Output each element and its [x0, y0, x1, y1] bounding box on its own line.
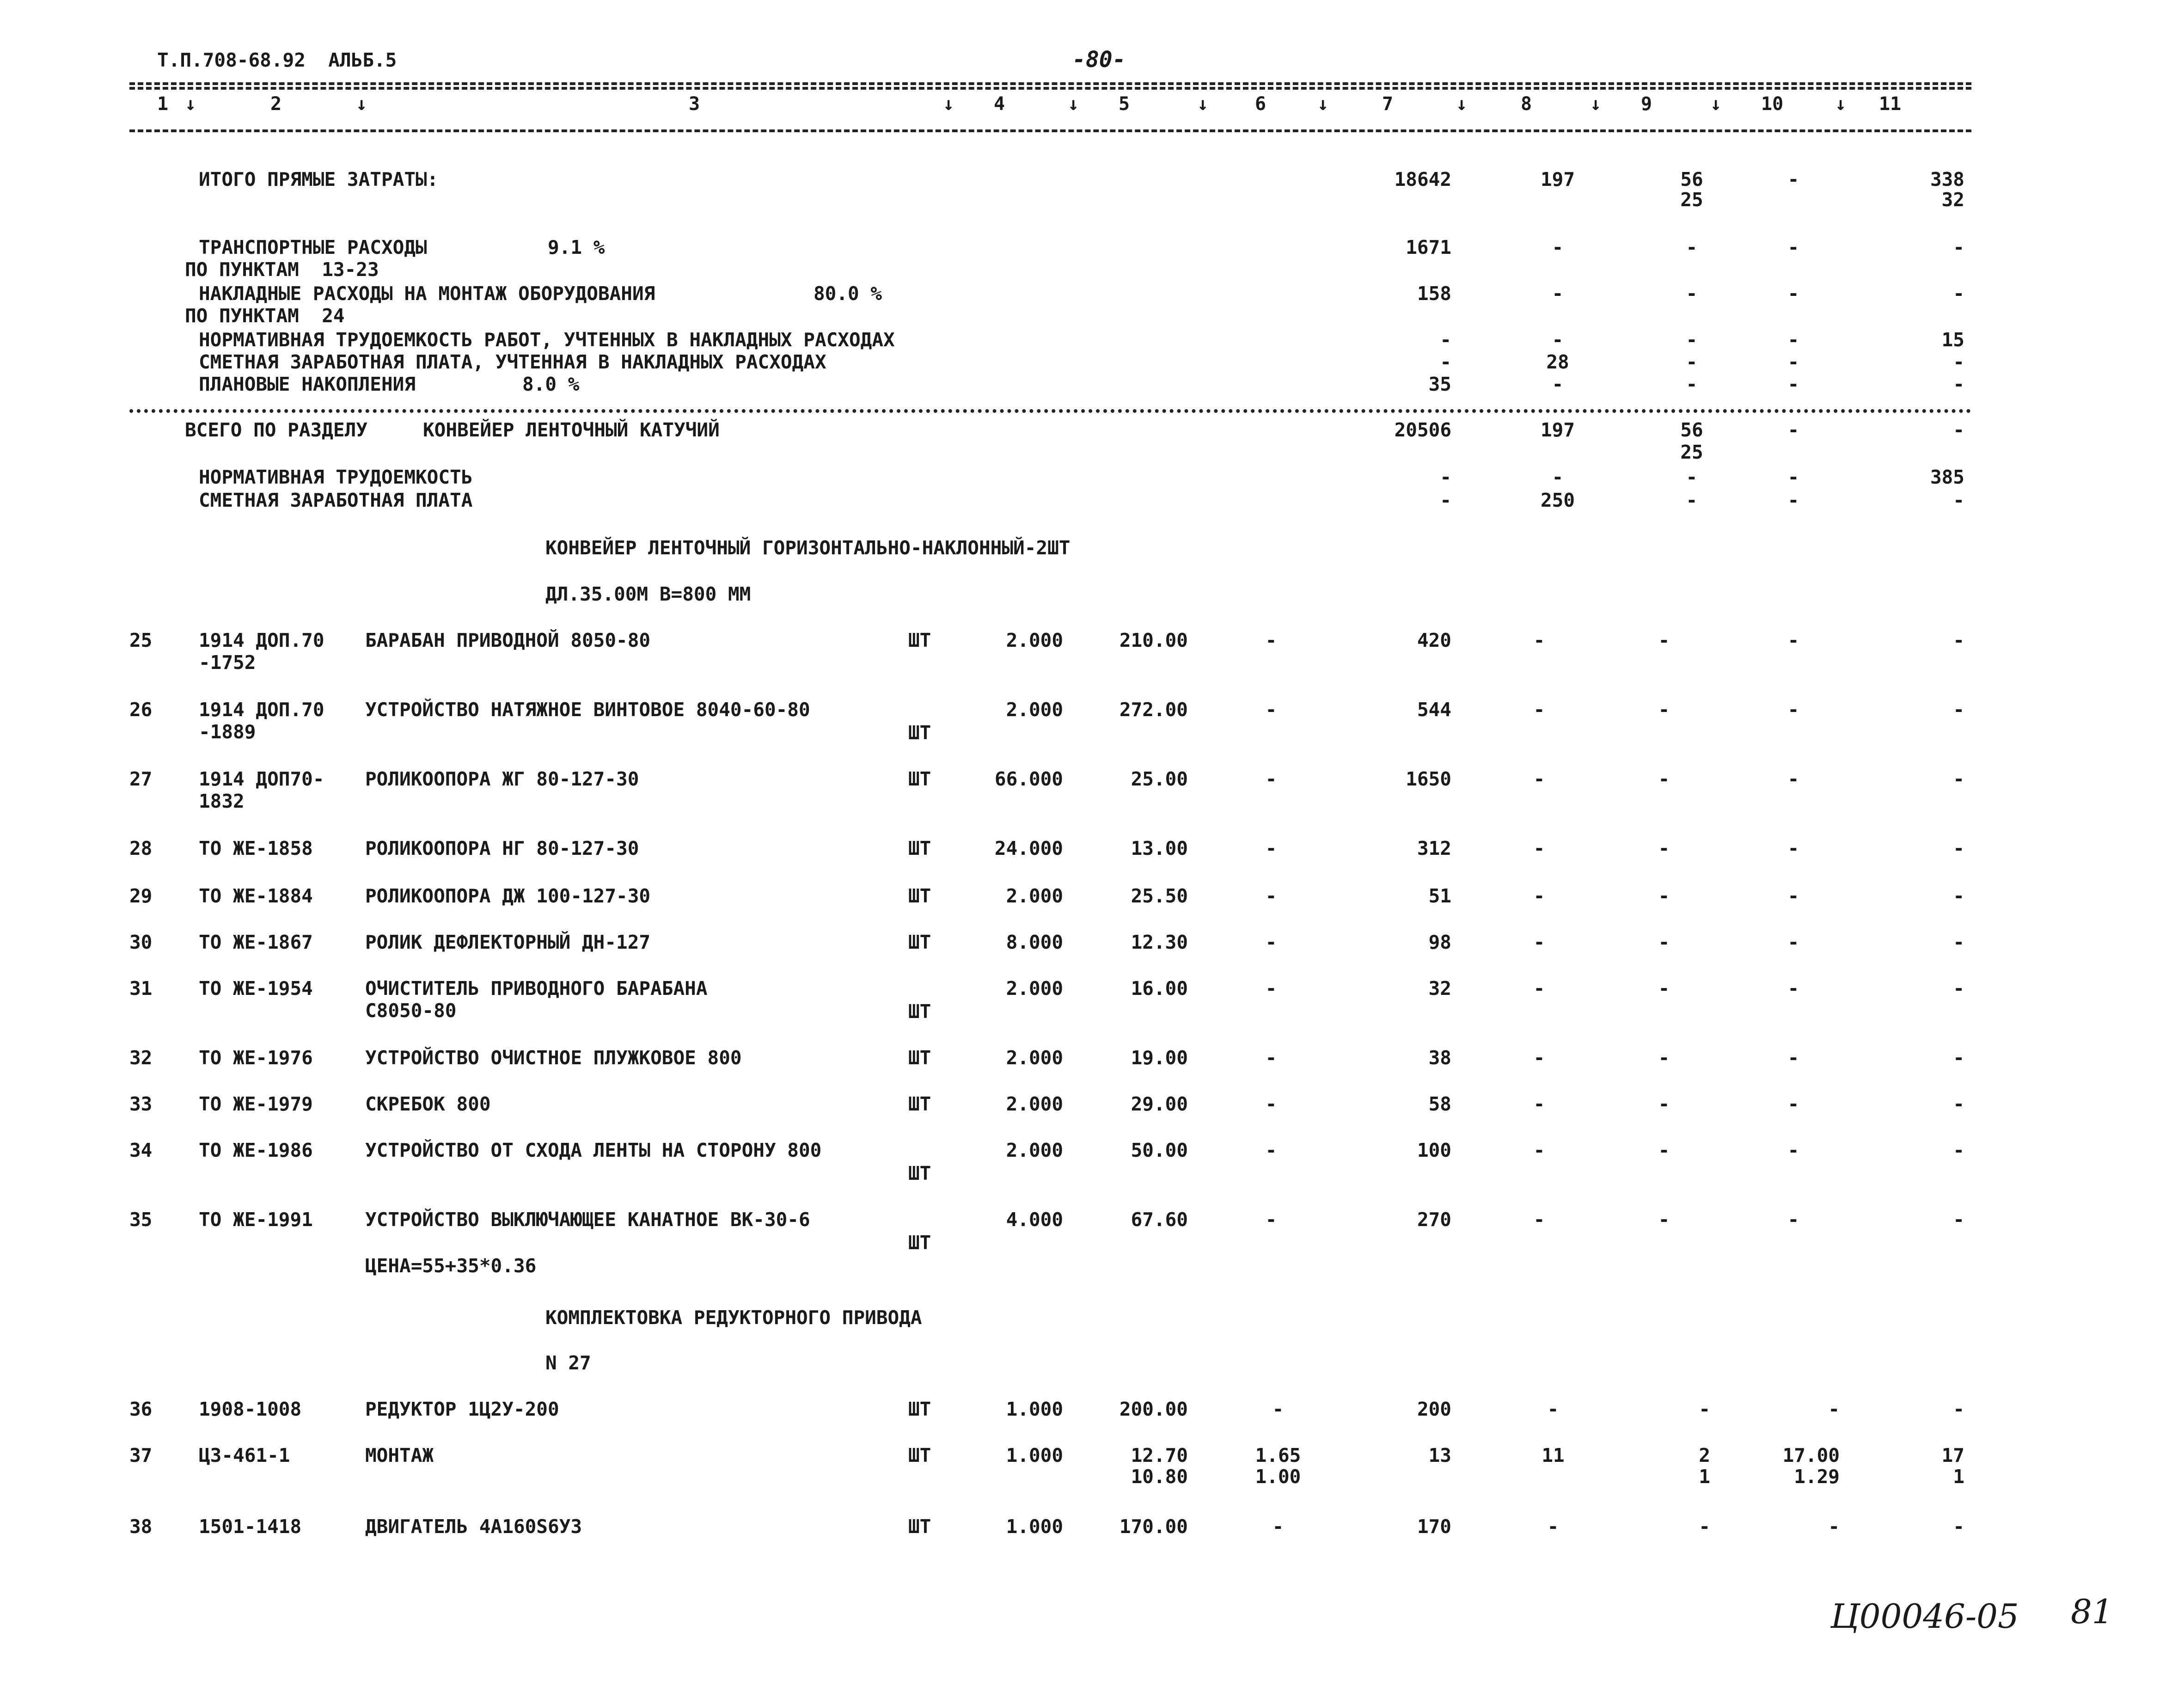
row-quantity: 66.000: [994, 768, 1063, 790]
row-c8: -: [1547, 1398, 1559, 1420]
overhead-c10: -: [1787, 282, 1799, 305]
row-c9: -: [1658, 885, 1670, 907]
planned-c9: -: [1686, 373, 1698, 395]
row-number: 31: [129, 977, 153, 1000]
row-c6-2: 1.00: [1255, 1466, 1301, 1488]
wage-c7: -: [1440, 489, 1451, 511]
transport-c8: -: [1552, 236, 1564, 258]
row-c8: -: [1533, 837, 1545, 859]
row-number: 32: [129, 1047, 153, 1069]
row-c6: -: [1265, 1208, 1277, 1231]
document-code: Т.П.708-68.92 АЛЬБ.5: [157, 49, 397, 71]
row-total: 200: [1417, 1398, 1451, 1420]
row-name: РЕДУКТОР 1Ц2У-200: [365, 1398, 559, 1420]
row-unit: ШТ: [908, 1444, 931, 1466]
row-name: РОЛИК ДЕФЛЕКТОРНЫЙ ДН-127: [365, 931, 651, 953]
row-c6: 1.65: [1255, 1444, 1301, 1466]
row-number: 34: [129, 1139, 153, 1161]
row-quantity: 2.000: [1006, 629, 1063, 651]
row-name: УСТРОЙСТВО НАТЯЖНОЕ ВИНТОВОЕ 8040-60-80: [365, 699, 810, 721]
row-code: 1908-1008: [199, 1398, 302, 1420]
row-number: 27: [129, 768, 153, 790]
norm-labor-overhead-c11: 15: [1941, 329, 1964, 351]
row-c11: -: [1953, 1398, 1964, 1420]
row-c8: 11: [1542, 1444, 1565, 1466]
row-c11: -: [1953, 885, 1964, 907]
row-c10: -: [1787, 885, 1799, 907]
row-unit: ШТ: [908, 837, 931, 859]
row-number: 28: [129, 837, 153, 859]
row-c10: -: [1787, 931, 1799, 953]
overhead-label: НАКЛАДНЫЕ РАСХОДЫ НА МОНТАЖ ОБОРУДОВАНИЯ: [199, 282, 655, 305]
row-code: 1914 ДОП.70: [199, 699, 324, 721]
row-code: 1914 ДОП70-: [199, 768, 324, 790]
row-quantity: 2.000: [1006, 885, 1063, 907]
transport-pct: 9.1 %: [548, 236, 605, 258]
row-c6: -: [1265, 768, 1277, 790]
row-c10: -: [1787, 1047, 1799, 1069]
row-c9: -: [1658, 1047, 1670, 1069]
row-c6: -: [1265, 837, 1277, 859]
transport-c9: -: [1686, 236, 1698, 258]
row-total: 312: [1417, 837, 1451, 859]
header-bottom-rule: [129, 129, 1971, 132]
wage-overhead-c9: -: [1686, 351, 1698, 373]
row-code: 1501-1418: [199, 1515, 302, 1538]
row-number: 36: [129, 1398, 153, 1420]
transport-c7: 1671: [1406, 236, 1451, 258]
col-header-2: 2: [270, 93, 282, 115]
col-header-1: 1: [157, 93, 169, 115]
row-c11: -: [1953, 837, 1964, 859]
col-header-8: 8: [1521, 93, 1532, 115]
norm-labor-c8: -: [1552, 466, 1564, 488]
itogo-label: ИТОГО ПРЯМЫЕ ЗАТРАТЫ:: [199, 168, 439, 190]
vsego-c10: -: [1787, 419, 1799, 441]
row-c11: 17: [1941, 1444, 1964, 1466]
row-price: 16.00: [1131, 977, 1188, 1000]
row-c9: -: [1658, 837, 1670, 859]
row-unit: ШТ: [908, 768, 931, 790]
row-quantity: 1.000: [1006, 1398, 1063, 1420]
wage-overhead-label: СМЕТНАЯ ЗАРАБОТНАЯ ПЛАТА, УЧТЕННАЯ В НАКЛАДНЫХ РАСХОДАХ: [199, 351, 826, 373]
row-price: 25.50: [1131, 885, 1188, 907]
norm-labor-overhead-c10: -: [1787, 329, 1799, 351]
row-c6: -: [1265, 885, 1277, 907]
row-c9: -: [1658, 977, 1670, 1000]
row-c6: -: [1265, 699, 1277, 721]
row-c9: -: [1658, 1139, 1670, 1161]
row-total: 544: [1417, 699, 1451, 721]
row-c8: -: [1533, 1139, 1545, 1161]
row-c11: -: [1953, 768, 1964, 790]
row-name: БАРАБАН ПРИВОДНОЙ 8050-80: [365, 629, 651, 651]
row-code: ТО ЖЕ-1976: [199, 1047, 313, 1069]
row-name: РОЛИКООПОРА ЖГ 80-127-30: [365, 768, 639, 790]
planned-c7: 35: [1428, 373, 1451, 395]
row-c8: -: [1533, 768, 1545, 790]
row-c6: -: [1265, 1139, 1277, 1161]
itogo-c8: 197: [1540, 168, 1575, 190]
norm-labor-c9: -: [1686, 466, 1698, 488]
row-number: 26: [129, 699, 153, 721]
wage-overhead-c10: -: [1787, 351, 1799, 373]
row-unit: ШТ: [908, 1515, 931, 1538]
row-c10: -: [1787, 1139, 1799, 1161]
row-unit: ШТ: [908, 1000, 931, 1023]
row-unit: ШТ: [908, 1162, 931, 1184]
row-quantity: 4.000: [1006, 1208, 1063, 1231]
row-code-continued: 1832: [199, 790, 245, 812]
row-c6: -: [1265, 931, 1277, 953]
row-code: ТО ЖЕ-1979: [199, 1093, 313, 1115]
norm-labor-c7: -: [1440, 466, 1451, 488]
row-quantity: 1.000: [1006, 1515, 1063, 1538]
row-price: 13.00: [1131, 837, 1188, 859]
row-code: ТО ЖЕ-1858: [199, 837, 313, 859]
col-header-3: 3: [689, 93, 700, 115]
col-header-9: 9: [1641, 93, 1652, 115]
section2-title: КОМПЛЕКТОВКА РЕДУКТОРНОГО ПРИВОДА: [545, 1307, 922, 1329]
planned-pct: 8.0 %: [522, 373, 580, 395]
overhead-c8: -: [1552, 282, 1564, 305]
row-c11: -: [1953, 1208, 1964, 1231]
row-name: МОНТАЖ: [365, 1444, 434, 1466]
row-c10: -: [1787, 768, 1799, 790]
row-name: РОЛИКООПОРА ДЖ 100-127-30: [365, 885, 651, 907]
overhead-pct: 80.0 %: [814, 282, 882, 305]
itogo-c9a: 56: [1680, 168, 1703, 190]
row-c8: -: [1533, 629, 1545, 651]
row-c6: -: [1265, 629, 1277, 651]
header-top-rule: [129, 82, 1971, 85]
vsego-c7: 20506: [1394, 419, 1451, 441]
row-code: Ц3-461-1: [199, 1444, 290, 1466]
row-total: 51: [1428, 885, 1451, 907]
row-unit: ШТ: [908, 931, 931, 953]
vsego-c11: -: [1953, 419, 1964, 441]
row-name-continued: С8050-80: [365, 1000, 457, 1022]
col-header-4: 4: [994, 93, 1005, 115]
row-c11: -: [1953, 1515, 1964, 1538]
row-c9: -: [1658, 629, 1670, 651]
row-code: ТО ЖЕ-1991: [199, 1208, 313, 1231]
itogo-c11b: 32: [1941, 189, 1964, 211]
row-code: 1914 ДОП.70: [199, 629, 324, 651]
overhead-c9: -: [1686, 282, 1698, 305]
row-unit: ШТ: [908, 885, 931, 907]
row-total: 170: [1417, 1515, 1451, 1538]
section2-subtitle: N 27: [545, 1352, 591, 1374]
row-c9: -: [1699, 1515, 1710, 1538]
row-c6: -: [1265, 1093, 1277, 1115]
wage-c10: -: [1787, 489, 1799, 511]
row-quantity: 2.000: [1006, 977, 1063, 1000]
row-c11-2: 1: [1953, 1466, 1964, 1488]
row-c10: -: [1787, 629, 1799, 651]
col-header-11: 11: [1879, 93, 1902, 115]
row-unit: ШТ: [908, 1047, 931, 1069]
vsego-c8: 197: [1540, 419, 1575, 441]
row-price: 29.00: [1131, 1093, 1188, 1115]
col-header-7: 7: [1382, 93, 1394, 115]
row-c8: -: [1533, 1047, 1545, 1069]
row-price-2: 10.80: [1131, 1466, 1188, 1488]
row-name: УСТРОЙСТВО ОТ СХОДА ЛЕНТЫ НА СТОРОНУ 800: [365, 1139, 822, 1161]
row-name: РОЛИКООПОРА НГ 80-127-30: [365, 837, 639, 859]
row-c9-2: 1: [1699, 1466, 1710, 1488]
norm-labor-c10: -: [1787, 466, 1799, 488]
transport-label: ТРАНСПОРТНЫЕ РАСХОДЫ: [199, 236, 427, 258]
row-c9: -: [1658, 1208, 1670, 1231]
planned-c10: -: [1787, 373, 1799, 395]
row-name: УСТРОЙСТВО ОЧИСТНОЕ ПЛУЖКОВОЕ 800: [365, 1047, 742, 1069]
row-quantity: 1.000: [1006, 1444, 1063, 1466]
row-c10: -: [1787, 1208, 1799, 1231]
row-number: 35: [129, 1208, 153, 1231]
sheet-number-stamp: 81: [2071, 1592, 2113, 1631]
row-c10: -: [1828, 1398, 1840, 1420]
row-quantity: 24.000: [994, 837, 1063, 859]
row-c6: -: [1265, 977, 1277, 1000]
row-unit: ШТ: [908, 1093, 931, 1115]
row-c9: 2: [1699, 1444, 1710, 1466]
row-number: 30: [129, 931, 153, 953]
row-c8: -: [1533, 1093, 1545, 1115]
row-number: 33: [129, 1093, 153, 1115]
itogo-c11a: 338: [1930, 168, 1964, 190]
row-total: 13: [1428, 1444, 1451, 1466]
itogo-c7: 18642: [1394, 168, 1451, 190]
wage-c11: -: [1953, 489, 1964, 511]
vsego-label: ВСЕГО ПО РАЗДЕЛУ: [185, 419, 367, 441]
row-c11: -: [1953, 977, 1964, 1000]
overhead-c7: 158: [1417, 282, 1451, 305]
row-name: ДВИГАТЕЛЬ 4А160S6У3: [365, 1515, 582, 1538]
row-total: 270: [1417, 1208, 1451, 1231]
row-number: 38: [129, 1515, 153, 1538]
row-code: ТО ЖЕ-1954: [199, 977, 313, 1000]
row-c10: -: [1787, 977, 1799, 1000]
row-total: 98: [1428, 931, 1451, 953]
row-c10: -: [1787, 1093, 1799, 1115]
row-price: 170.00: [1119, 1515, 1188, 1538]
row-price: 200.00: [1119, 1398, 1188, 1420]
row-price: 19.00: [1131, 1047, 1188, 1069]
wage-overhead-c8: 28: [1546, 351, 1569, 373]
transport-sub: ПО ПУНКТАМ 13-23: [185, 258, 379, 281]
section1-title: КОНВЕЙЕР ЛЕНТОЧНЫЙ ГОРИЗОНТАЛЬНО-НАКЛОННЫЙ-2ШТ: [545, 537, 1071, 559]
norm-labor-overhead-c9: -: [1686, 329, 1698, 351]
row-quantity: 2.000: [1006, 1047, 1063, 1069]
norm-labor-c11: 385: [1930, 466, 1964, 488]
row-name: СКРЕБОК 800: [365, 1093, 491, 1115]
row-price: 12.70: [1131, 1444, 1188, 1466]
row-number: 37: [129, 1444, 153, 1466]
wage-c9: -: [1686, 489, 1698, 511]
row-price-note: ЦЕНА=55+35*0.36: [365, 1255, 537, 1277]
row-code: ТО ЖЕ-1884: [199, 885, 313, 907]
row-quantity: 2.000: [1006, 699, 1063, 721]
vsego-c9b: 25: [1680, 441, 1703, 463]
row-c8: -: [1533, 931, 1545, 953]
row-total: 1650: [1406, 768, 1451, 790]
row-total: 38: [1428, 1047, 1451, 1069]
row-c11: -: [1953, 1047, 1964, 1069]
row-c11: -: [1953, 931, 1964, 953]
row-code-continued: -1752: [199, 651, 256, 674]
row-price: 210.00: [1119, 629, 1188, 651]
row-code: ТО ЖЕ-1986: [199, 1139, 313, 1161]
row-c8: -: [1533, 977, 1545, 1000]
itogo-c10: -: [1787, 168, 1799, 190]
row-c8: -: [1547, 1515, 1559, 1538]
row-total: 420: [1417, 629, 1451, 651]
transport-c11: -: [1953, 236, 1964, 258]
vsego-section-name: КОНВЕЙЕР ЛЕНТОЧНЫЙ КАТУЧИЙ: [423, 419, 720, 441]
col-header-10: 10: [1761, 93, 1784, 115]
row-total: 58: [1428, 1093, 1451, 1115]
row-c9: -: [1658, 699, 1670, 721]
row-c6: -: [1272, 1515, 1284, 1538]
row-unit: ШТ: [908, 1398, 931, 1420]
transport-c10: -: [1787, 236, 1799, 258]
row-c6: -: [1272, 1398, 1284, 1420]
row-price: 12.30: [1131, 931, 1188, 953]
header-top-rule-2: [129, 87, 1971, 90]
row-total: 100: [1417, 1139, 1451, 1161]
planned-label: ПЛАНОВЫЕ НАКОПЛЕНИЯ: [199, 373, 416, 395]
row-price: 25.00: [1131, 768, 1188, 790]
row-c10-2: 1.29: [1794, 1466, 1840, 1488]
section-total-dotted-rule: [129, 409, 1971, 413]
page-number: -80-: [1072, 47, 1126, 73]
row-c10: -: [1787, 699, 1799, 721]
row-c8: -: [1533, 1208, 1545, 1231]
row-quantity: 8.000: [1006, 931, 1063, 953]
planned-c11: -: [1953, 373, 1964, 395]
row-name: УСТРОЙСТВО ВЫКЛЮЧАЮЩЕЕ КАНАТНОЕ ВК-30-6: [365, 1208, 810, 1231]
row-c11: -: [1953, 1139, 1964, 1161]
row-c11: -: [1953, 699, 1964, 721]
wage-overhead-c7: -: [1440, 351, 1451, 373]
row-code: ТО ЖЕ-1867: [199, 931, 313, 953]
norm-labor-overhead-c8: -: [1552, 329, 1564, 351]
row-c9: -: [1658, 768, 1670, 790]
norm-labor-overhead-c7: -: [1440, 329, 1451, 351]
norm-labor-overhead-label: НОРМАТИВНАЯ ТРУДОЕМКОСТЬ РАБОТ, УЧТЕННЫХ В НАКЛАДНЫХ РАСХОДАХ: [199, 329, 895, 351]
row-c10: -: [1828, 1515, 1840, 1538]
row-price: 272.00: [1119, 699, 1188, 721]
row-code-continued: -1889: [199, 721, 256, 743]
row-unit: ШТ: [908, 629, 931, 651]
row-c8: -: [1533, 885, 1545, 907]
row-number: 25: [129, 629, 153, 651]
row-total: 32: [1428, 977, 1451, 1000]
overhead-c11: -: [1953, 282, 1964, 305]
section1-subtitle: ДЛ.35.00М В=800 ММ: [545, 583, 751, 605]
row-c11: -: [1953, 629, 1964, 651]
row-c9: -: [1658, 931, 1670, 953]
row-unit: ШТ: [908, 1232, 931, 1254]
wage-c8: 250: [1540, 489, 1575, 511]
row-c11: -: [1953, 1093, 1964, 1115]
row-number: 29: [129, 885, 153, 907]
overhead-sub: ПО ПУНКТАМ 24: [185, 305, 345, 327]
wage-overhead-c11: -: [1953, 351, 1964, 373]
col-header-6: 6: [1255, 93, 1266, 115]
col-header-5: 5: [1119, 93, 1130, 115]
planned-c8: -: [1552, 373, 1564, 395]
norm-labor-label: НОРМАТИВНАЯ ТРУДОЕМКОСТЬ: [199, 466, 473, 488]
row-c6: -: [1265, 1047, 1277, 1069]
row-name: ОЧИСТИТЕЛЬ ПРИВОДНОГО БАРАБАНА: [365, 977, 708, 1000]
archive-code-stamp: Ц00046-05: [1830, 1597, 2019, 1636]
row-c8: -: [1533, 699, 1545, 721]
row-price: 50.00: [1131, 1139, 1188, 1161]
row-quantity: 2.000: [1006, 1093, 1063, 1115]
row-c9: -: [1658, 1093, 1670, 1115]
row-c10: -: [1787, 837, 1799, 859]
row-c9: -: [1699, 1398, 1710, 1420]
row-unit: ШТ: [908, 722, 931, 744]
row-price: 67.60: [1131, 1208, 1188, 1231]
wage-label: СМЕТНАЯ ЗАРАБОТНАЯ ПЛАТА: [199, 489, 473, 511]
row-quantity: 2.000: [1006, 1139, 1063, 1161]
vsego-c9a: 56: [1680, 419, 1703, 441]
itogo-c9b: 25: [1680, 189, 1703, 211]
row-c10: 17.00: [1782, 1444, 1840, 1466]
